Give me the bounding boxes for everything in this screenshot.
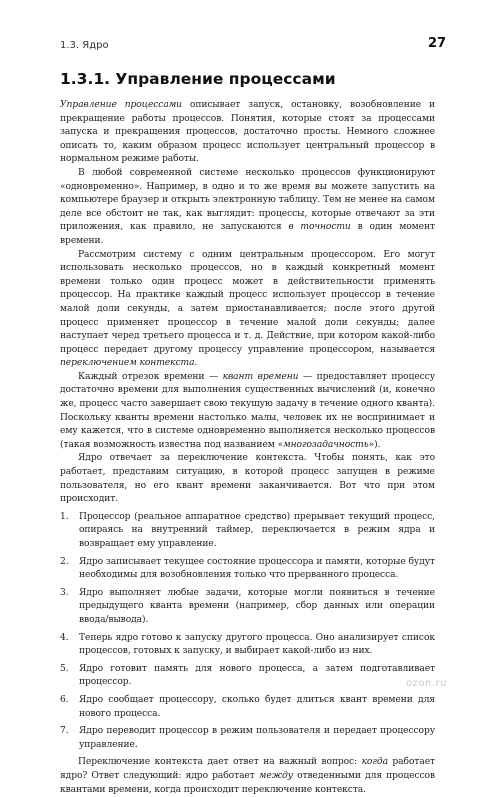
- paragraph-text: Переключение контекста дает ответ на важный вопрос:: [78, 757, 362, 768]
- list-item-text: Ядро выполняет любые задачи, которые могли появиться в течение предыдущего кванта времени (например, сбор данных или операции ввода/вывода).: [79, 587, 435, 625]
- paragraph-text: — предоставляет процессу достаточно времени для выполнения существенных вычислений (и, конечно же, процесс часто завершает свою текущую задачу в течение одного кванта). Поскольку кванты времени настолько малы, человек их не воспринимает и ему кажется, что в системе одновременно выполняется несколько процессов (такая возможность известна под названием «: [60, 371, 435, 450]
- list-number: 2.: [60, 556, 69, 567]
- list-item-text: Процессор (реальное аппаратное средство) прерывает текущий процесс, опираясь на внутренний таймер, переключается в режим ядра и возвращает ему управление.: [79, 511, 435, 549]
- paragraph: [60, 167, 435, 249]
- list-item-text: Ядро готовит память для нового процесса, а затем подготавливает процессор.: [79, 663, 435, 688]
- paragraph-text: Рассмотрим систему с одним центральным процессором. Его могут использовать несколько процессов, но в каждый конкретный момент времени только один процесс может в действительности применять процессор. На практике каждый процесс использует процессор в течение малой доли секунды, а затем приостанавливается; после этого другой процесс применяет процессор в течение малой доли секунды; далее наступает черед третьего процесса и т. д. Действие, при котором какой-либо процесс передает другому процессу управление процессором, называется: [60, 249, 435, 355]
- list-number: 1.: [60, 511, 69, 522]
- running-head: 1.3. Ядро: [60, 40, 109, 51]
- list-item-text: Ядро сообщает процессору, сколько будет длиться квант времени для нового процесса.: [79, 694, 435, 719]
- list-number: 3.: [60, 587, 69, 598]
- paragraph-text: отведенными для процессов квантами времени, когда происходит переключение контекста.: [60, 770, 435, 795]
- watermark: ozon.ru: [406, 678, 447, 689]
- paragraph: Ядро отвечает за переключение контекста. Чтобы понять, как это работает, представим ситуацию, в которой процесс запущен в режиме пользователя, но его квант времени заканчивается. Вот что при этом происходит.: [60, 453, 435, 505]
- list-item: [60, 556, 435, 583]
- paragraph-text: описывает запуск, остановку, возобновление и прекращение работы процессов. Понятия, которые стоят за процессами запуска и прекращения процессов, достаточно просты. Немного сложнее описать то, каким образом процесс использует центральный процессор в нормальном режиме работы.: [60, 100, 435, 165]
- list-item: [60, 725, 435, 752]
- list-item: [60, 587, 435, 628]
- emphasis: когда: [361, 757, 388, 768]
- list-item: [60, 632, 435, 659]
- list-number: 4.: [60, 632, 69, 643]
- paragraph-text: Каждый отрезок времени —: [78, 371, 223, 382]
- paragraph: [60, 249, 435, 371]
- list-number: 5.: [60, 663, 69, 674]
- emphasis: квант времени: [222, 371, 299, 382]
- list-item: [60, 663, 435, 690]
- paragraph: [60, 99, 435, 167]
- emphasis: многозадачность: [283, 439, 369, 450]
- list-item: [60, 694, 435, 721]
- page-number: 27: [428, 36, 447, 51]
- list-item: [60, 511, 435, 552]
- paragraph-text: »).: [368, 439, 381, 450]
- list-item-text: Ядро записывает текущее состояние процессора и памяти, которые будут необходимы для возобновления только что прерванного процесса.: [79, 556, 435, 581]
- paragraph: [60, 371, 435, 453]
- list-item-text: Ядро переводит процессор в режим пользователя и передает процессору управление.: [79, 726, 435, 750]
- paragraph-text: в один момент времени.: [60, 222, 435, 246]
- list-number: 7.: [60, 726, 69, 737]
- paragraph-text: .: [194, 358, 198, 369]
- list-item-text: Теперь ядро готово к запуску другого процесса. Оно анализирует список процессов, готовых к запуску, и выбирает какой-либо из них.: [79, 632, 435, 657]
- emphasis: переключением контекста: [60, 358, 195, 369]
- body-text: [60, 99, 435, 797]
- paragraph-text: В любой современной системе несколько процессов функционируют «одновременно». Например, в одно и то же время вы можете запустить на компьютере браузер и открыть электронную таблицу. Тем не менее на самом деле все обстоит не так, как выглядит: процессы, которые отвечают за эти приложения, как правило, не запускаются: [60, 167, 435, 233]
- emphasis: между: [258, 770, 293, 781]
- list-number: 6.: [60, 694, 69, 705]
- term-emphasis: Управление процессами: [60, 100, 182, 110]
- section-title: 1.3.1. Управление процессами: [60, 70, 336, 88]
- context-switch-steps: [60, 511, 435, 753]
- emphasis: в точности: [288, 222, 351, 233]
- paragraph-text: работает ядро? Ответ следующий: ядро работает: [60, 757, 435, 781]
- paragraph: [60, 756, 435, 797]
